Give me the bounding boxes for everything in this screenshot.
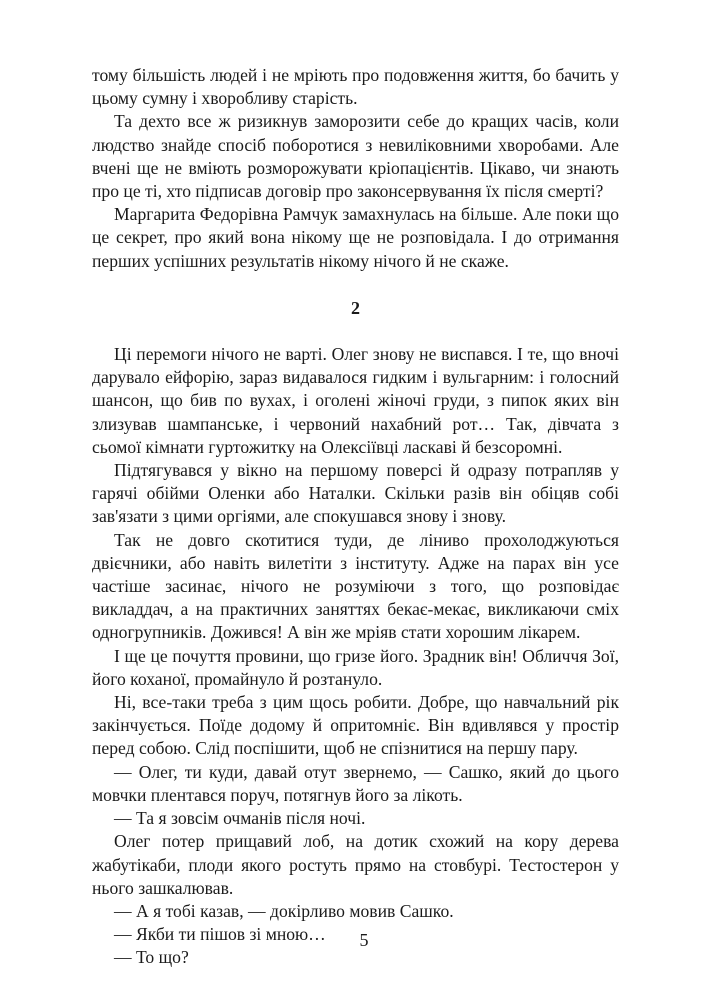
page-number: 5 bbox=[359, 930, 369, 950]
paragraph: тому більшість людей і не мріють про подовження життя, бо бачить у цьому сумну і хворобливу старість. bbox=[92, 65, 619, 109]
paragraph: Ці перемоги нічого не варті. Олег знову не виспався. І те, що вночі дарувало ейфорію, зараз видавалося гидким і вульгарним: і голосний шансон, що бив по вухах, і оголені жіночі груди, з пипок яких він злизував шампанське, і червоний нахабний рот… Так, дівчата з сьомої кімнати гуртожитку на Олексіївці ласкаві й безсоромні. bbox=[92, 344, 619, 457]
paragraph: І ще це почуття провини, що гризе його. Зрадник він! Обличчя Зої, його коханої, промайнуло й розтануло. bbox=[92, 645, 619, 689]
dialogue-line: — Та я зовсім очманів після ночі. bbox=[114, 808, 366, 829]
paragraph: Маргарита Федорівна Рамчук замахнулась на більше. Але поки що це секрет, про який вона нікому ще не розповідала. І до отримання перших успішних результатів нікому нічого й не скаже. bbox=[92, 204, 619, 271]
dialogue-line: — А я тобі казав, — докірливо мовив Сашко. bbox=[114, 900, 454, 921]
book-page-text bbox=[92, 64, 619, 970]
dialogue-line: — Олег, ти куди, давай отут звернемо, — Сашко, який до цього мовчки плентався поруч, потягнув його за лікоть. bbox=[92, 761, 619, 805]
paragraph: Олег потер прищавий лоб, на дотик схожий на кору дерева жабутікаби, плоди якого ростуть прямо на стовбурі. Тестостерон у нього зашкалював. bbox=[92, 831, 619, 898]
chapter-number: 2 bbox=[351, 297, 360, 318]
dialogue-line: — Якби ти пішов зі мною… bbox=[114, 924, 326, 945]
paragraph: Так не довго скотитися туди, де ліниво прохолоджуються двієчники, або навіть вилетіти з інституту. Адже на парах він усе частіше засинає, нічого не розуміючи з того, що розповідає викладдач, а на практичних заняттях бекає-мекає, викликаючи сміх одногрупників. Дожився! А він же мріяв стати хорошим лікарем. bbox=[92, 529, 619, 643]
paragraph: Ні, все-таки треба з цим щось робити. Добре, що навчальний рік закінчується. Поїде додому й опритомніє. Він вдивлявся у простір перед собою. Слід поспішити, щоб не спізнитися на першу пару. bbox=[92, 692, 619, 759]
paragraph: Та дехто все ж ризикнув заморозити себе до кращих часів, коли людство знайде спосіб поборотися з невиліковними хворобами. Але вчені ще не вміють розморожувати кріопацієнтів. Цікаво, чи знають про це ті, хто підписав договір про законсервування їх після смерті? bbox=[92, 111, 619, 202]
dialogue-line: — То що? bbox=[114, 947, 189, 968]
paragraph: Підтягувався у вікно на першому поверсі й одразу потрапляв у гарячі обійми Оленки або Наталки. Скільки разів він обіцяв собі зав'язати з цими оргіями, але спокушався знову і знову. bbox=[92, 460, 619, 527]
